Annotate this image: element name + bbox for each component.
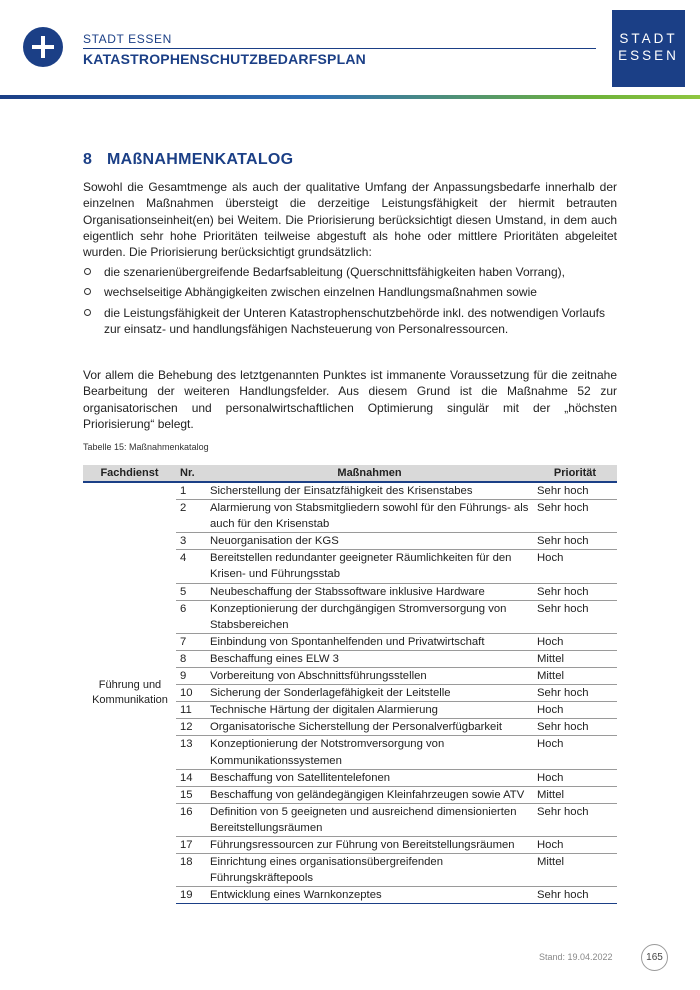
row-measure: Führungsressourcen zur Führung von Bereitstellungsräumen xyxy=(206,836,533,853)
header-city: STADT ESSEN xyxy=(83,32,172,46)
row-measure: Beschaffung von Satellitentelefonen xyxy=(206,769,533,786)
table-header-row xyxy=(83,465,617,482)
row-priority: Sehr hoch xyxy=(533,685,617,702)
row-measure: Bereitstellen redundanter geeigneter Räumlichkeiten für den Krisen- und Führungsstab xyxy=(206,550,533,583)
row-number: 16 xyxy=(176,803,206,836)
row-measure: Beschaffung von geländegängigen Kleinfahrzeugen sowie ATV xyxy=(206,786,533,803)
row-measure: Neubeschaffung der Stabssoftware inklusive Hardware xyxy=(206,583,533,600)
row-measure: Beschaffung eines ELW 3 xyxy=(206,650,533,667)
row-number: 1 xyxy=(180,485,187,497)
row-measure: Konzeptionierung der durchgängigen Stromversorgung von Stabsbereichen xyxy=(206,600,533,633)
row-priority: Mittel xyxy=(533,786,617,803)
row-number: 18 xyxy=(176,854,206,887)
row-priority: Hoch xyxy=(533,702,617,719)
fachdienst-cell xyxy=(83,482,176,904)
row-measure: Entwicklung eines Warnkonzeptes xyxy=(206,887,533,904)
row-priority: Sehr hoch xyxy=(533,600,617,633)
row-priority: Mittel xyxy=(533,650,617,667)
row-number: 8 xyxy=(176,650,206,667)
header-divider xyxy=(83,48,596,49)
fachdienst-line-2: Kommunikation xyxy=(92,694,168,707)
row-number: 5 xyxy=(176,583,206,600)
row-measure: Definition von 5 geeigneten und ausreichend dimensionierten Bereitstellungsräumen xyxy=(206,803,533,836)
row-number: 9 xyxy=(176,668,206,685)
table-row xyxy=(83,482,617,500)
stadt-essen-logo xyxy=(612,10,685,87)
row-number: 11 xyxy=(176,702,206,719)
measures-table xyxy=(83,465,617,904)
section-heading xyxy=(83,151,293,169)
row-number: 15 xyxy=(176,786,206,803)
row-priority: Sehr hoch xyxy=(533,583,617,600)
row-priority: Mittel xyxy=(533,668,617,685)
row-number: 7 xyxy=(176,633,206,650)
row-number: 6 xyxy=(176,600,206,633)
row-measure: Organisatorische Sicherstellung der Personalverfügbarkeit xyxy=(206,719,533,736)
row-number: 12 xyxy=(176,719,206,736)
row-priority: Sehr hoch xyxy=(533,533,617,550)
row-priority: Sehr hoch xyxy=(533,887,617,904)
row-priority: Hoch xyxy=(533,769,617,786)
row-measure: Sicherstellung der Einsatzfähigkeit des Krisenstabes xyxy=(210,485,473,497)
row-number: 13 xyxy=(176,736,206,769)
row-priority: Hoch xyxy=(533,550,617,583)
intro-paragraph: Sowohl die Gesamtmenge als auch der qualitative Umfang der Anpassungsbedarfe innerhalb der einzelnen Maßnahmen übersteigt die derzeitige Leistungsfähigkeit der hiermit betrauten Organisationseinheit(en) bei Weitem. Die Priorisierung berücksichtigt diesen Umstand, in dem auch eigentlich sehr hohe Prioritäten teilweise abgestuft als hohe oder mittlere Prioritäten abgeleitet wurden. Die Priorisierung berücksichtigt grundsätzlich: xyxy=(83,180,617,260)
row-priority: Hoch xyxy=(533,736,617,769)
row-number: 10 xyxy=(176,685,206,702)
page-number: 165 xyxy=(641,944,668,971)
list-item: wechselseitige Abhängigkeiten zwischen einzelnen Handlungsmaßnahmen sowie xyxy=(83,284,617,300)
row-measure: Vorbereitung von Abschnittsführungsstellen xyxy=(206,668,533,685)
row-number: 17 xyxy=(176,836,206,853)
row-priority: Hoch xyxy=(533,633,617,650)
row-measure: Technische Härtung der digitalen Alarmierung xyxy=(206,702,533,719)
list-item: die szenarienübergreifende Bedarfsableitung (Querschnittsfähigkeiten haben Vorrang), xyxy=(83,264,617,280)
row-number: 19 xyxy=(176,887,206,904)
brand-line-1: STADT xyxy=(619,31,678,46)
footer-date: Stand: 19.04.2022 xyxy=(539,952,613,962)
plus-logo-icon xyxy=(23,27,63,67)
row-measure: Konzeptionierung der Notstromversorgung von Kommunikationssystemen xyxy=(206,736,533,769)
row-measure: Einrichtung eines organisationsübergreifenden Führungskräftepools xyxy=(206,854,533,887)
row-number: 14 xyxy=(176,769,206,786)
row-priority: Sehr hoch xyxy=(533,719,617,736)
header-nr: Nr. xyxy=(176,465,206,482)
row-number: 2 xyxy=(176,500,206,533)
brand-line-2: ESSEN xyxy=(618,48,679,63)
row-number: 4 xyxy=(176,550,206,583)
row-measure: Neuorganisation der KGS xyxy=(206,533,533,550)
row-priority: Hoch xyxy=(533,836,617,853)
fachdienst-line-1: Führung und xyxy=(98,679,162,692)
row-measure: Einbindung von Spontanhelfenden und Privatwirtschaft xyxy=(206,633,533,650)
section-title: MAßNAHMENKATALOG xyxy=(107,151,294,168)
table-caption: Tabelle 15: Maßnahmenkatalog xyxy=(83,442,209,452)
header-title: KATASTROPHENSCHUTZBEDARFSPLAN xyxy=(83,51,366,67)
row-priority: Sehr hoch xyxy=(537,485,589,497)
header-gradient-bar xyxy=(0,95,700,99)
list-item: die Leistungsfähigkeit der Unteren Katastrophenschutzbehörde inkl. des notwendigen Vorlaufs zur einsatz- und handlungsfähigen Nachsteuerung von Personalressourcen. xyxy=(83,305,617,338)
row-priority: Sehr hoch xyxy=(533,500,617,533)
header-massnahmen: Maßnahmen xyxy=(206,465,533,482)
criteria-list xyxy=(83,264,617,341)
row-measure: Sicherung der Sonderlagefähigkeit der Leitstelle xyxy=(206,685,533,702)
priority-paragraph: Vor allem die Behebung des letztgenannten Punktes ist immanente Voraussetzung für die zeitnahe Bearbeitung der weiteren Handlungsfelder. Aus diesem Grund ist die Maßnahme 52 zur organisatorischen und personalwirtschaftlichen Optimierung singulär mit der „höchsten Priorisierung“ belegt. xyxy=(83,368,617,431)
section-number: 8 xyxy=(83,151,93,168)
row-priority: Mittel xyxy=(533,854,617,887)
row-number: 3 xyxy=(176,533,206,550)
header-fachdienst: Fachdienst xyxy=(83,465,176,482)
header-prioritaet: Priorität xyxy=(533,465,617,482)
row-priority: Sehr hoch xyxy=(533,803,617,836)
row-measure: Alarmierung von Stabsmitgliedern sowohl für den Führungs- als auch für den Krisenstab xyxy=(206,500,533,533)
